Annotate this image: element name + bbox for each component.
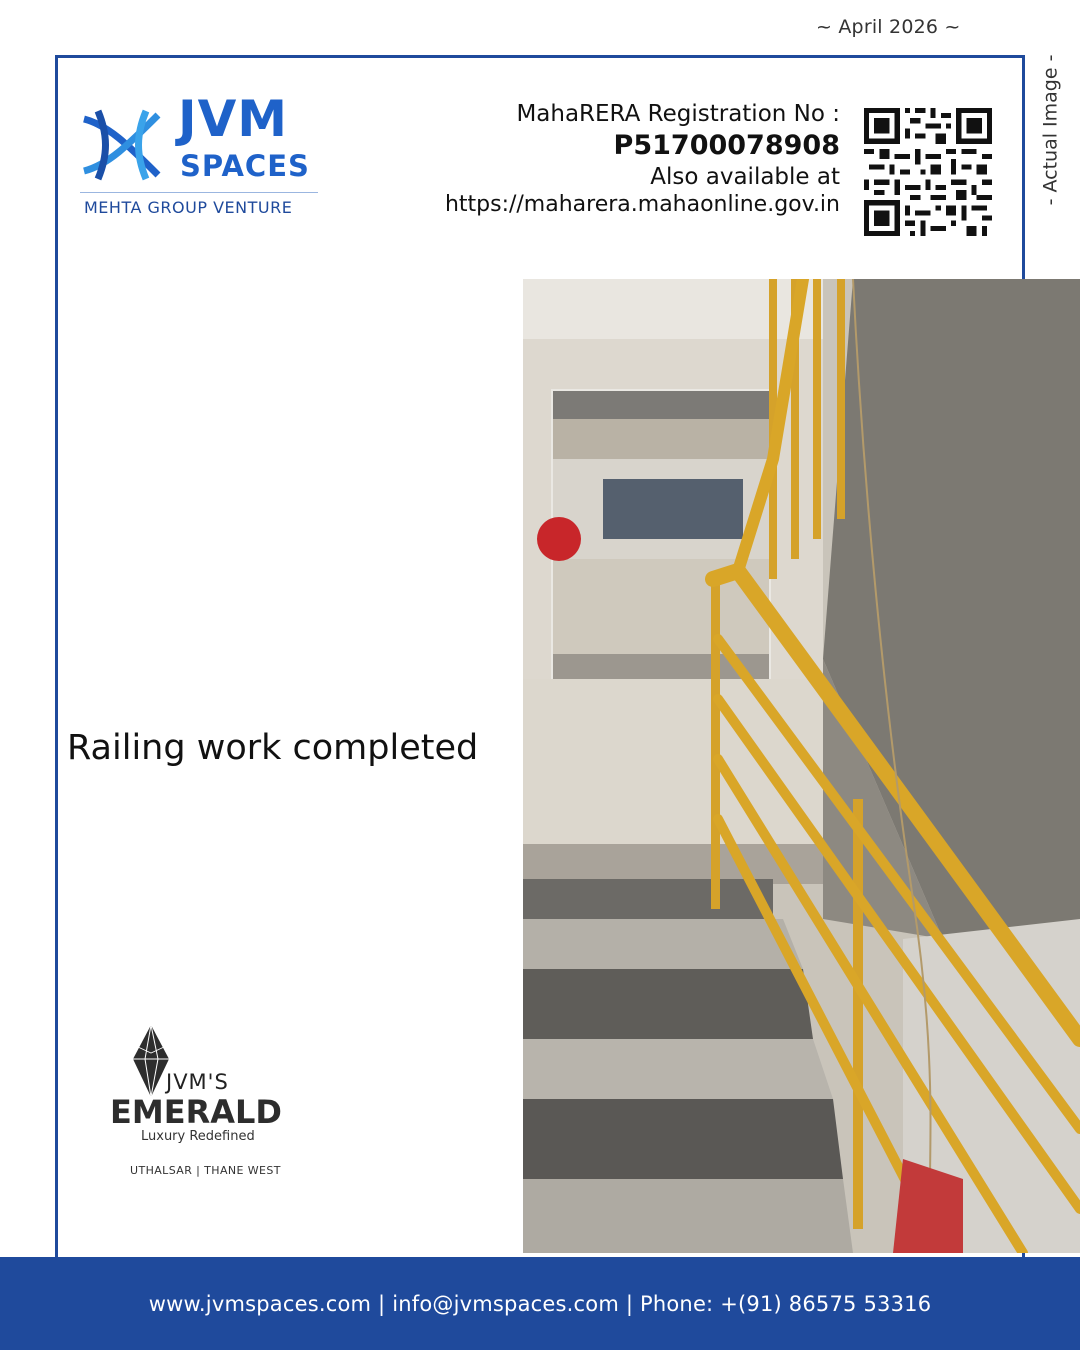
brand-name-line1: JVM: [178, 90, 289, 148]
brand-name-line2: SPACES: [180, 149, 310, 183]
brand-subtitle: MEHTA GROUP VENTURE: [84, 198, 293, 217]
rera-also-available: Also available at: [650, 163, 840, 190]
site-photo: [523, 279, 1080, 1253]
jvm-spaces-logo-icon: [78, 105, 166, 185]
footer-contact-info[interactable]: www.jvmspaces.com | info@jvmspaces.com | Phone: +(91) 86575 53316: [148, 1291, 932, 1316]
logo-divider: [80, 192, 318, 193]
project-name: EMERALD: [110, 1093, 282, 1131]
rera-url[interactable]: https://maharera.mahaonline.gov.in: [444, 192, 840, 218]
report-date: ~ April 2026 ~: [816, 16, 961, 38]
rera-label: MahaRERA Registration No :: [516, 101, 840, 127]
staircase-railing-illustration: [523, 279, 1080, 1253]
actual-image-note: [1030, 45, 1070, 215]
jvm-spaces-logo: [78, 90, 323, 225]
project-tagline: Luxury Redefined: [141, 1129, 255, 1144]
rera-details: [445, 100, 840, 219]
progress-caption: Railing work completed: [67, 728, 479, 768]
project-location: UTHALSAR | THANE WEST: [130, 1164, 281, 1177]
project-prefix: JVM'S: [166, 1070, 229, 1094]
qr-code-icon[interactable]: [864, 108, 992, 236]
emerald-gem-icon: [133, 1025, 169, 1097]
contact-footer: [0, 1257, 1080, 1350]
project-logo: [108, 1025, 308, 1180]
rera-number: P51700078908: [613, 129, 840, 161]
actual-image-label: - Actual Image -: [1039, 54, 1062, 206]
